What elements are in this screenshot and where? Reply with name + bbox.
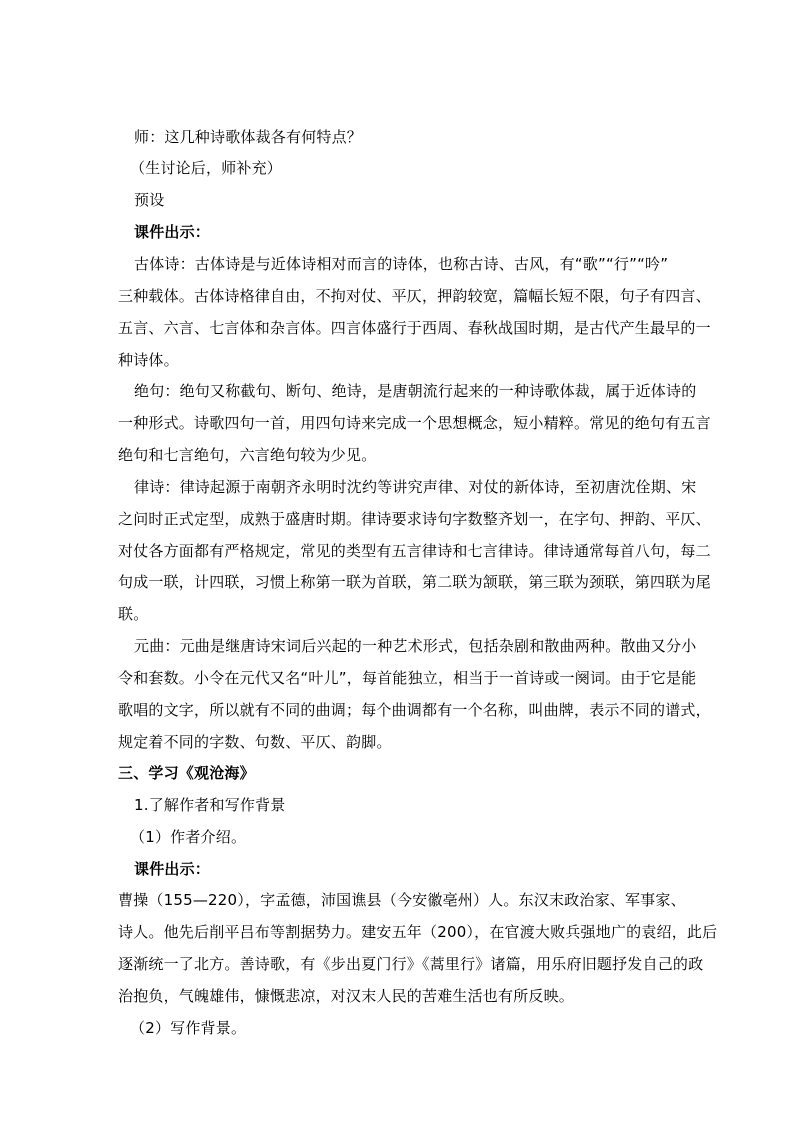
jue-line-1: 绝句：绝句又称截句、断句、绝诗，是唐朝流行起来的一种诗歌体裁，属于近体诗的 <box>134 382 697 400</box>
section-heading-3: 三、学习《观沧海》 <box>118 764 255 782</box>
student-discussion-note: （生讨论后，师补充） <box>130 159 283 177</box>
gu-line-3: 五言、六言、七言体和杂言体。四言体盛行于西周、春秋战国时期，是古代产生最早的一 <box>118 319 711 337</box>
yuan-line-4: 规定着不同的字数、句数、平仄、韵脚。 <box>118 733 392 751</box>
courseware-label-1: 课件出示： <box>134 223 211 241</box>
yuan-line-3: 歌唱的文字，所以就有不同的曲调；每个曲调都有一个名称，叫曲牌，表示不同的谱式， <box>118 701 711 719</box>
yuan-line-1: 元曲：元曲是继唐诗宋词后兴起的一种艺术形式，包括杂剧和散曲两种。散曲又分小 <box>134 637 697 655</box>
lv-line-5: 联。 <box>118 605 149 623</box>
gu-line-4: 种诗体。 <box>118 351 179 369</box>
lv-line-2: 之问时正式定型，成熟于盛唐时期。律诗要求诗句字数整齐划一，在字句、押韵、平仄、 <box>118 510 711 528</box>
cao-line-2: 诗人。他先后削平吕布等割据势力。建安五年（200），在官渡大败兵强地广的袁绍，此后 <box>118 923 718 941</box>
jue-line-3: 绝句和七言绝句，六言绝句较为少见。 <box>118 446 377 464</box>
background-label: （2）写作背景。 <box>130 1019 247 1037</box>
gu-line-1: 古体诗：古体诗是与近体诗相对而言的诗体，也称古诗、古风，有“歌”“行”“吟” <box>134 255 669 273</box>
teacher-question: 师：这几种诗歌体裁各有何特点？ <box>134 128 363 146</box>
gu-line-2: 三种载体。古体诗格律自由，不拘对仗、平仄，押韵较宽，篇幅长短不限，句子有四言、 <box>118 287 711 305</box>
lv-line-4: 句成一联，计四联，习惯上称第一联为首联，第二联为颔联，第三联为颈联，第四联为尾 <box>118 573 711 591</box>
subsection-1: 1.了解作者和写作背景 <box>134 796 286 814</box>
preset-label: 预设 <box>134 191 165 209</box>
cao-line-1: 曹操（155—220），字孟德，沛国谯县（今安徽亳州）人。东汉末政治家、军事家、 <box>118 891 686 909</box>
lv-line-3: 对仗各方面都有严格规定，常见的类型有五言律诗和七言律诗。律诗通常每首八句，每二 <box>118 542 711 560</box>
jue-line-2: 一种形式。诗歌四句一首，用四句诗来完成一个思想概念，短小精粹。常见的绝句有五言 <box>118 414 711 432</box>
yuan-line-2: 令和套数。小令在元代又名“叶儿”，每首能独立，相当于一首诗或一阕词。由于它是能 <box>118 669 697 687</box>
courseware-label-2: 课件出示： <box>134 860 211 878</box>
cao-line-4: 治抱负，气魄雄伟，慷慨悲凉，对汉末人民的苦难生活也有所反映。 <box>118 987 575 1005</box>
lv-line-1: 律诗：律诗起源于南朝齐永明时沈约等讲究声律、对仗的新体诗，至初唐沈佺期、宋 <box>134 478 697 496</box>
author-intro-label: （1）作者介绍。 <box>130 828 247 846</box>
cao-line-3: 逐渐统一了北方。善诗歌，有《步出夏门行》《蒿里行》诸篇，用乐府旧题抒发自己的政 <box>118 955 704 973</box>
